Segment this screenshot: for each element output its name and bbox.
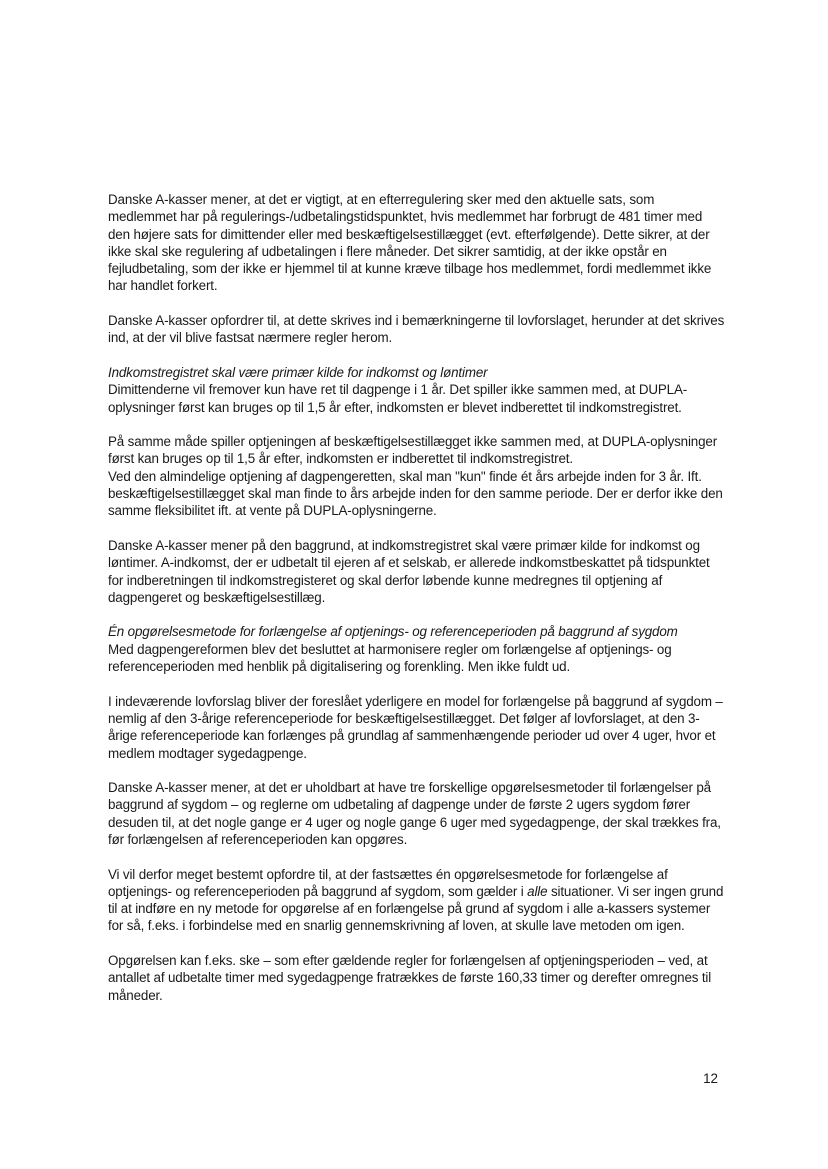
paragraph-beskaeftigelsestillaeg-dupla: På samme måde spiller optjeningen af beskæftigelsestillægget ikke sammen med, at DUPLA-oplysninger først kan bruges op til 1,5 år efter, indkomsten er indberettet til indkomstregistret. (108, 434, 718, 467)
paragraph-dimittender-dupla: Dimittenderne vil fremover kun have ret til dagpenge i 1 år. Det spiller ikke sammen med, at DUPLA-oplysninger først kan bruges op til 1,5 år efter, indkomsten er blevet indberettet til indkomstregistret. (108, 382, 688, 415)
document-body (108, 191, 726, 1021)
section-heading-indkomstregistret: Indkomstregistret skal være primær kilde for indkomst og løntimer (108, 364, 488, 380)
paragraph-opgoerelse-eksempel: Opgørelsen kan f.eks. ske – som efter gældende regler for forlængelsen af optjeningsperioden – ved, at antallet af udbetalte timer med sygedagpenge fratrækkes de første 160,33 timer og derefter omregnes til måneder. (108, 953, 712, 1003)
emphasis-alle: alle (527, 883, 548, 899)
paragraph-opfordring-metode (108, 866, 726, 935)
paragraph-opfordring-metode-part2: situationer. Vi ser ingen grund til at indføre en ny metode for opgørelse af en forlængelse på grund af sygdom i alle a-kassers systemer for så, f.eks. i forbindelse med en snarlig gennemskrivning af loven, at skulle lave metoden om igen. (108, 883, 724, 934)
page-number: 12 (703, 1071, 718, 1086)
paragraph-opfordring-metode-part1: Vi vil derfor meget bestemt opfordre til, at der fastsættes én opgørelsesmetode for forlængelse af optjenings- og referenceperioden på baggrund af sygdom, som gælder i (108, 866, 668, 899)
paragraph-opfordring-bemaerkninger: Danske A-kasser opfordrer til, at dette skrives ind i bemærkningerne til lovforslaget, herunder at det skrives ind, at der vil blive fastsat nærmere regler herom. (108, 313, 725, 346)
paragraph-uholdbart: Danske A-kasser mener, at det er uholdbart at have tre forskellige opgørelsesmetoder til forlængelser på baggrund af sygdom – og reglerne om udbetaling af dagpenge under de første 2 ugers sygdom fører desuden til, at det nogle gange er 4 uger og nogle gange 6 uger med sygedagpenge, der skal trækkes fra, før forlængelsen af referenceperioden kan opgøres. (108, 780, 721, 847)
paragraph-lovforslag-model: I indeværende lovforslag bliver der foreslået yderligere en model for forlængelse på baggrund af sygdom – nemlig af den 3-årige referenceperiode for beskæftigelsestillægget. Det følger af lovforslaget, at den 3-årige referenceperiode kan forlænges på grundlag af sammenhængende perioder ud over 4 uger, hvor et medlem modtager sygedagpenge. (108, 693, 723, 761)
paragraph-dagpengereformen: Med dagpengereformen blev det besluttet at harmonisere regler om forlængelse af optjenings- og referenceperioden med henblik på digitalisering og forenkling. Men ikke fuldt ud. (108, 641, 672, 675)
paragraph-primaer-kilde: Danske A-kasser mener på den baggrund, at indkomstregistret skal være primær kilde for indkomst og løntimer. A-indkomst, der er udbetalt til ejeren af et selskab, er allerede indkomstbeskattet på tidspunktet for indberetningen til indkomstregisteret og skal derfor løbende kunne medregnes til optjening af dagpengeret og beskæftigelsestillæg. (108, 537, 710, 605)
section-heading-opgoerelsesmetode: Én opgørelsesmetode for forlængelse af optjenings- og referenceperioden på baggrund af sygdom (108, 624, 678, 640)
paragraph-efterregulering: Danske A-kasser mener, at det er vigtigt, at en efterregulering sker med den aktuelle sats, som medlemmet har på regulerings-/udbetalingstidspunktet, hvis medlemmet har forbrugt de 481 timer med den højere sats for dimittender eller med beskæftigelsestillægget (evt. efterfølgende). Dette sikrer, at der ikke skal ske regulering af udbetalingen i flere måneder. Det sikrer samtidig, at der ikke opstår en fejludbetaling, som der ikke er hjemmel til at kunne kræve tilbage hos medlemmet, fordi medlemmet ikke har handlet forkert. (108, 192, 712, 294)
paragraph-almindelig-optjening: Ved den almindelige optjening af dagpengeretten, skal man "kun" finde ét års arbejde inden for 3 år. Ift. beskæftigelsestillægget skal man finde to års arbejde inden for den samme periode. Der er derfor ikke den samme fleksibilitet ift. at vente på DUPLA-oplysningerne. (108, 468, 723, 519)
